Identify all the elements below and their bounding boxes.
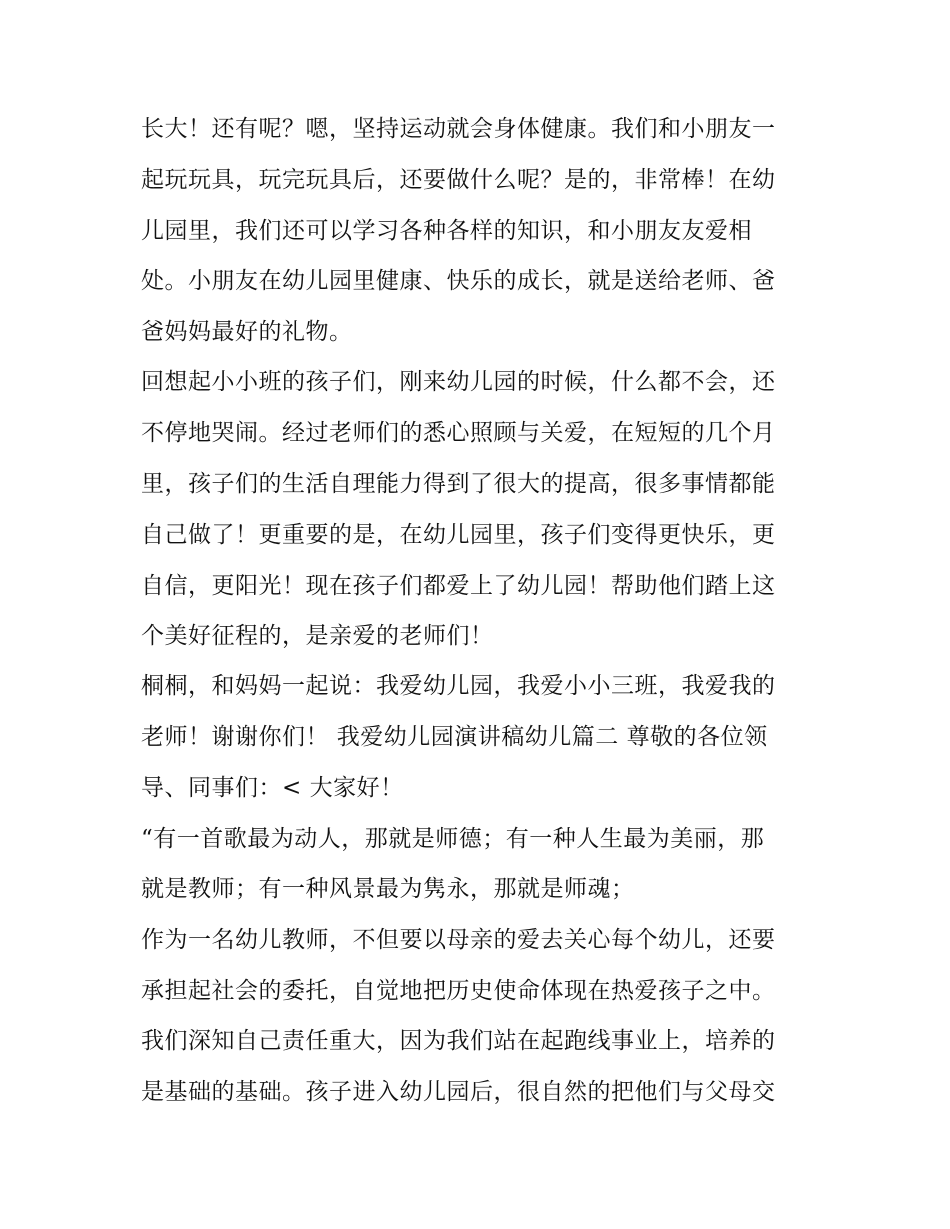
text-line: 我们深知自己责任重大，因为我们站在起跑线事业上，培养的 <box>141 1028 776 1054</box>
text-line: 自己做了！更重要的是，在幼儿园里，孩子们变得更快乐，更 <box>141 522 776 548</box>
text-line: 桐桐，和妈妈一起说：我爱幼儿园，我爱小小三班，我爱我的 <box>141 673 776 699</box>
text-line: 是基础的基础。孩子进入幼儿园后，很自然的把他们与父母交 <box>141 1079 776 1105</box>
text-line: 老师！谢谢你们！ 我爱幼儿园演讲稿幼儿篇二 尊敬的各位领 <box>141 724 768 750</box>
text-line: “有一首歌最为动人，那就是师德；有一种人生最为美丽，那 <box>141 826 765 852</box>
text-line: 就是教师；有一种风景最为隽永，那就是师魂； <box>141 876 635 902</box>
text-line: 回想起小小班的孩子们，刚来幼儿园的时候，什么都不会，还 <box>141 369 776 395</box>
text-line: 处。小朋友在幼儿园里健康、快乐的成长，就是送给老师、爸 <box>141 268 776 294</box>
text-line: 个美好征程的，是亲爱的老师们！ <box>141 623 494 649</box>
text-line: 起玩玩具，玩完玩具后，还要做什么呢？是的，非常棒！在幼 <box>141 167 776 193</box>
text-line: 里，孩子们的生活自理能力得到了很大的提高，很多事情都能 <box>141 471 776 497</box>
text-line: 作为一名幼儿教师，不但要以母亲的爱去关心每个幼儿，还要 <box>141 927 776 953</box>
text-line: 自信，更阳光！现在孩子们都爱上了幼儿园！帮助他们踏上这 <box>141 573 776 599</box>
text-line: 导、同事们：< 大家好！ <box>141 775 404 801</box>
text-line: 不停地哭闹。经过老师们的悉心照顾与关爱，在短短的几个月 <box>141 420 776 446</box>
text-line: 爸妈妈最好的礼物。 <box>141 319 353 345</box>
text-line: 承担起社会的委托，自觉地把历史使命体现在热爱孩子之中。 <box>141 978 776 1004</box>
text-line: 长大！还有呢？嗯，坚持运动就会身体健康。我们和小朋友一 <box>141 116 776 142</box>
text-line: 儿园里，我们还可以学习各种各样的知识，和小朋友友爱相 <box>141 218 752 244</box>
